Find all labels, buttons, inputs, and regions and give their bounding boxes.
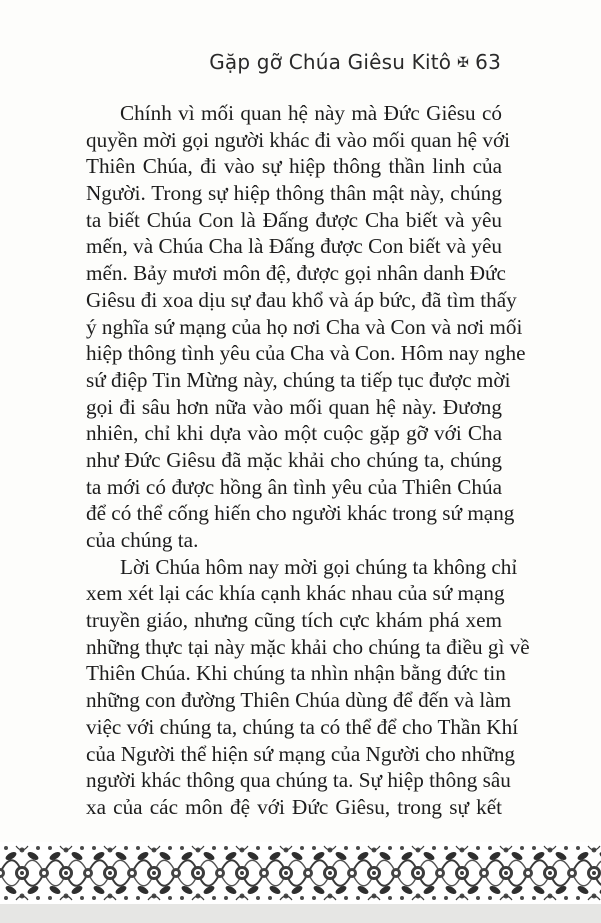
text-line: mến, và Chúa Cha là Đấng được Con biết và yêu — [86, 234, 502, 259]
book-title: Gặp gỡ Chúa Giêsu Kitô — [209, 50, 452, 74]
text-line: ta mới có được hồng ân tình yêu của Thiên Chúa — [86, 474, 502, 499]
text-line: mến. Bảy mươi môn đệ, được gọi nhân danh Đức — [86, 261, 506, 286]
floral-border-icon — [0, 842, 601, 904]
text-line: ý nghĩa sứ mạng của họ nơi Cha và Con và nơi mối — [86, 314, 523, 339]
text-line: những con đường Thiên Chúa dùng để đến và làm — [86, 688, 512, 713]
cross-icon: ✠ — [457, 55, 470, 71]
text-line: người khác thông qua chúng ta. Sự hiệp thông sâu — [86, 768, 511, 793]
text-line: như Đức Giêsu đã mặc khải cho chúng ta, chúng — [86, 447, 502, 472]
text-line: ta biết Chúa Con là Đấng được Cha biết và yêu — [86, 207, 502, 232]
page-bottom-margin — [0, 904, 601, 923]
text-line: Người. Trong sự hiệp thông thân mật này, chúng — [86, 181, 502, 206]
text-line: xem xét lại các khía cạnh khác nhau của sứ mạng — [86, 581, 505, 606]
text-line: Thiên Chúa, đi vào sự hiệp thông thần linh của — [86, 154, 502, 179]
text-line: nhiên, chỉ khi dựa vào một cuộc gặp gỡ với Cha — [86, 421, 502, 446]
paragraph-1 — [86, 100, 526, 554]
text-line: Chính vì mối quan hệ này mà Đức Giêsu có — [120, 101, 502, 125]
text-line: Lời Chúa hôm nay mời gọi chúng ta không chỉ — [120, 554, 518, 579]
body-text — [86, 100, 530, 821]
text-line: để có thể cống hiến cho người khác trong sứ mạng — [86, 501, 515, 526]
text-line: gọi đi sâu hơn nữa vào mối quan hệ này. Đương — [86, 394, 502, 419]
text-line: hiệp thông tình yêu của Cha và Con. Hôm nay nghe — [86, 341, 526, 366]
paragraph-2 — [86, 554, 530, 821]
text-line: của chúng ta. — [86, 528, 199, 552]
text-line: Thiên Chúa. Khi chúng ta nhìn nhận bằng đức tin — [86, 661, 506, 686]
text-line: xa của các môn đệ với Đức Giêsu, trong sự kết — [86, 794, 502, 819]
text-line: truyền giáo, nhưng cũng tích cực khám phá xem — [86, 608, 502, 633]
page-number: 63 — [475, 50, 501, 74]
text-line: của Người thể hiện sứ mạng của Người cho những — [86, 741, 516, 766]
text-line: sứ điệp Tin Mừng này, chúng ta tiếp tục được mời — [86, 367, 511, 392]
text-line: những thực tại này mặc khải cho chúng ta điều gì về — [86, 634, 530, 659]
text-line: việc với chúng ta, chúng ta có thể để cho Thần Khí — [86, 714, 519, 739]
text-line: Giêsu đi xoa dịu sự đau khổ và áp bức, đã tìm thấy — [86, 287, 517, 312]
text-line: quyền mời gọi người khác đi vào mối quan hệ với — [86, 127, 511, 152]
running-header — [209, 50, 501, 74]
